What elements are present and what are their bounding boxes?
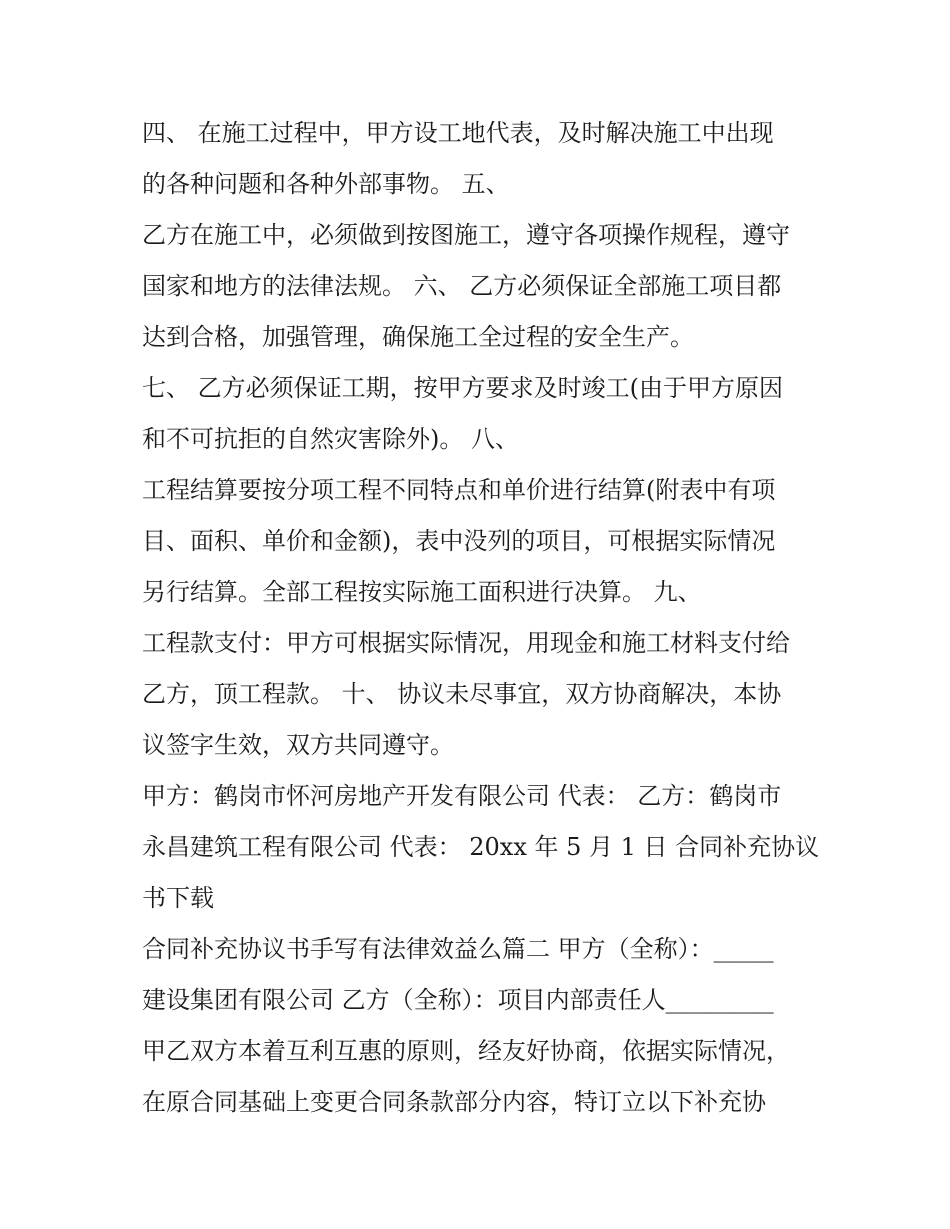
text-line-5: 达到合格，加强管理，确保施工全过程的安全生产。 [142,323,694,351]
text-line-9: 目、面积、单价和金额)，表中没列的项目，可根据实际情况 [142,527,776,555]
text-line-7: 和不可抗拒的自然灾害除外)。 八、 [142,425,519,453]
text-line-10: 另行结算。全部工程按实际施工面积进行决算。 九、 [142,578,702,606]
text-line-19: 甲乙双方本着互利互惠的原则，经友好协商，依据实际情况， [142,1037,790,1065]
text-line-4: 国家和地方的法律法规。 六、 乙方必须保证全部施工项目都 [142,272,782,300]
text-line-17: 合同补充协议书手写有法律效益么篇二 甲方（全称）：_____ [142,935,774,963]
text-line-11: 工程款支付：甲方可根据实际情况，用现金和施工材料支付给 [142,629,790,657]
text-line-15: 永昌建筑工程有限公司 代表： 20xx 年 5 月 1 日 合同补充协议 [142,833,820,861]
text-line-1: 四、 在施工过程中，甲方设工地代表，及时解决施工中出现 [142,119,774,147]
text-line-8: 工程结算要按分项工程不同特点和单价进行结算(附表中有项 [142,476,776,504]
text-line-14: 甲方：鹤岗市怀河房地产开发有限公司 代表： 乙方：鹤岗市 [142,782,782,810]
text-line-2: 的各种问题和各种外部事物。 五、 [142,170,510,198]
document-body [142,108,832,1128]
text-line-13: 议签字生效，双方共同遵守。 [142,731,454,759]
text-line-20: 在原合同基础上变更合同条款部分内容，特订立以下补充协 [142,1088,766,1116]
text-line-3: 乙方在施工中，必须做到按图施工，遵守各项操作规程，遵守 [142,221,790,249]
text-line-18: 建设集团有限公司 乙方（全称）：项目内部责任人_________ [142,986,774,1014]
text-line-16: 书下载 [142,884,214,912]
text-line-6: 七、 乙方必须保证工期，按甲方要求及时竣工(由于甲方原因 [142,374,783,402]
text-line-12: 乙方，顶工程款。 十、 协议未尽事宜，双方协商解决，本协 [142,680,782,708]
